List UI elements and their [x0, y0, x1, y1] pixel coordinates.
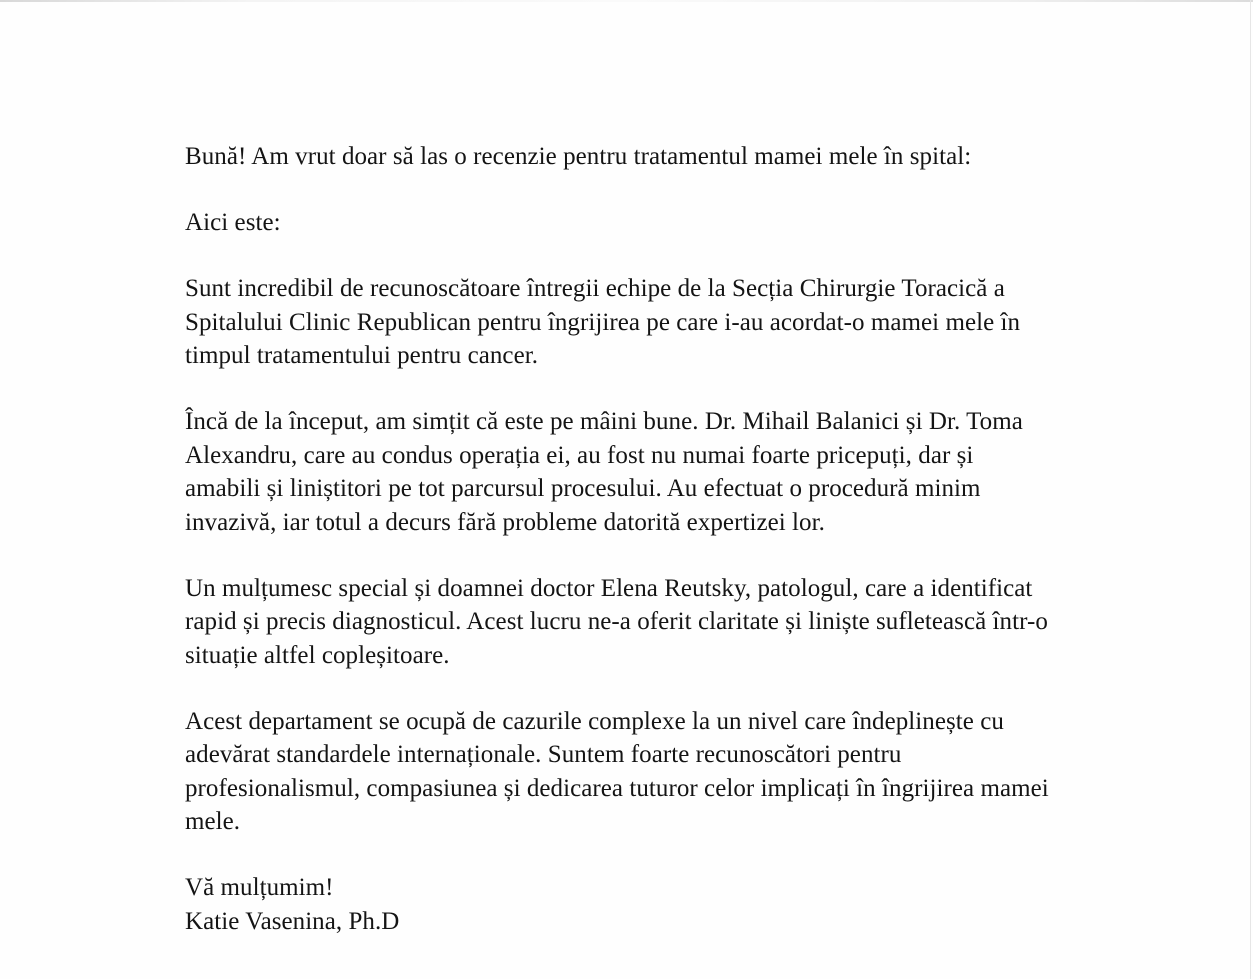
scan-top-edge	[0, 0, 1253, 2]
letter-closing: Vă mulțumim!	[185, 874, 334, 901]
letter-paragraph-surgeons: Încă de la început, am simțit că este pe mâini bune. Dr. Mihail Balanici și Dr. Toma Alexandru, care au condus operația ei, au fost nu numai foarte pricepuți, dar și amabili și liniștitori pe tot parcursul procesului. Au efectuat o procedură minim invazivă, iar totul a decurs fără probleme datorită expertizei lor.	[185, 408, 1023, 536]
letter-greeting: Bună! Am vrut doar să las o recenzie pentru tratamentul mamei mele în spital:	[185, 143, 972, 170]
letter-signature: Katie Vasenina, Ph.D	[185, 907, 400, 935]
letter-paragraph-department: Acest departament se ocupă de cazurile complexe la un nivel care îndeplinește cu adevărat standardele internaționale. Suntem foarte recunoscători pentru profesionalismul, compasiunea și dedicarea tuturor celor implicați în îngrijirea mamei mele.	[185, 707, 1049, 835]
letter-paragraph-pathologist: Un mulțumesc special și doamnei doctor Elena Reutsky, patologul, care a identificat rapid și precis diagnosticul. Acest lucru ne-a oferit claritate și liniște sufletească într-o situație altfel copleșitoare.	[185, 574, 1048, 669]
scan-right-edge	[1250, 0, 1251, 979]
letter-paragraph-gratitude: Sunt incredibil de recunoscătoare întregii echipe de la Secția Chirurgie Toracică a Spitalului Clinic Republican pentru îngrijirea pe care i-au acordat-o mamei mele în timpul tratamentului pentru cancer.	[185, 275, 1021, 369]
letter-intro: Aici este:	[185, 209, 281, 236]
letter-body	[185, 140, 1225, 938]
